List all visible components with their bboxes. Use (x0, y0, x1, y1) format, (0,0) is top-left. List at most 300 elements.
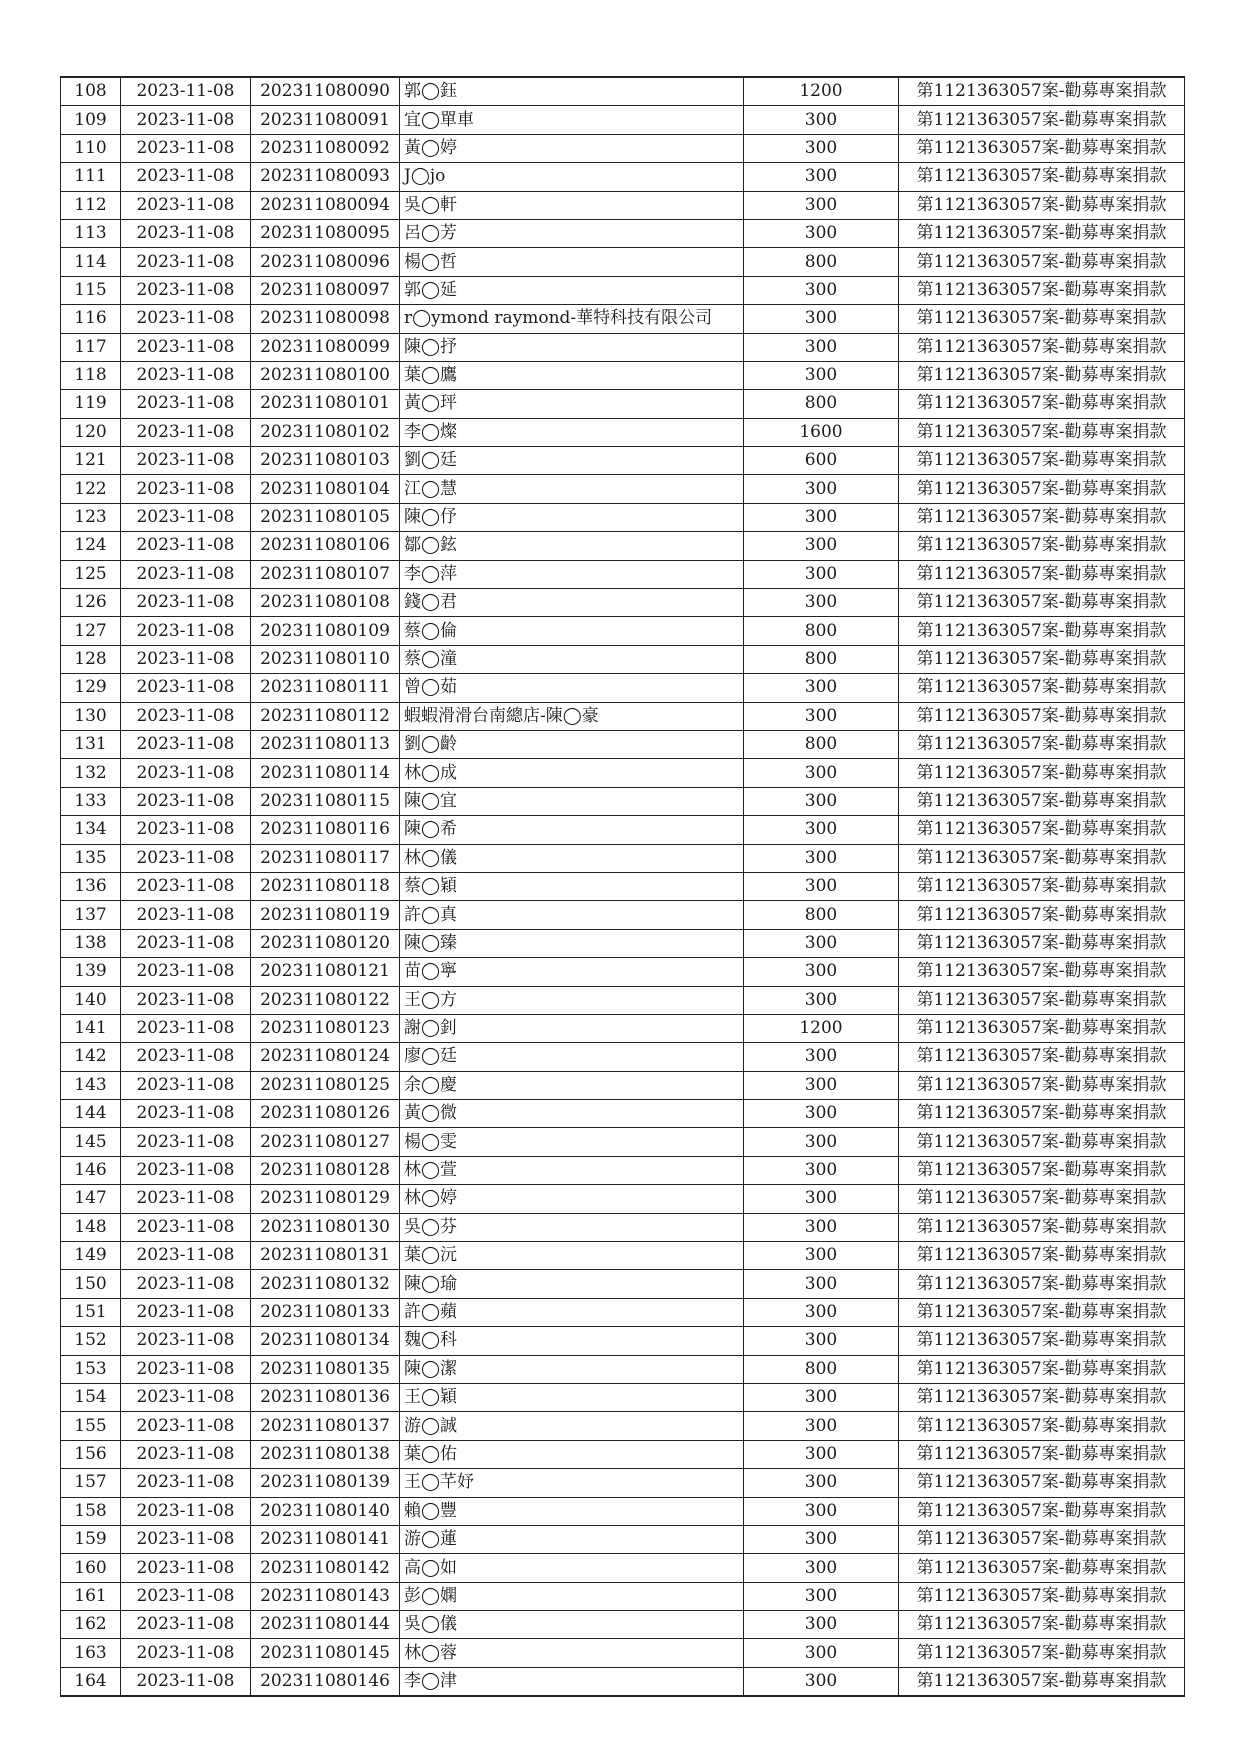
receipt-number-cell: 202311080139 (251, 1469, 400, 1497)
donation-date-cell: 2023-11-08 (121, 418, 251, 446)
donation-amount-cell: 300 (744, 702, 899, 730)
receipt-number-cell: 202311080126 (251, 1100, 400, 1128)
donation-note-cell: 第1121363057案-勸募專案捐款 (899, 958, 1185, 986)
donation-amount-cell: 300 (744, 1383, 899, 1411)
receipt-number-cell: 202311080132 (251, 1270, 400, 1298)
row-number-cell: 158 (61, 1497, 121, 1525)
donation-amount-cell: 300 (744, 1667, 899, 1696)
table-row (61, 1071, 1185, 1099)
donation-date-cell: 2023-11-08 (121, 1128, 251, 1156)
donor-name-cell: 王◯方 (400, 986, 744, 1014)
donation-note-cell: 第1121363057案-勸募專案捐款 (899, 816, 1185, 844)
donation-date-cell: 2023-11-08 (121, 674, 251, 702)
donation-note-cell: 第1121363057案-勸募專案捐款 (899, 1383, 1185, 1411)
donation-amount-cell: 300 (744, 134, 899, 162)
donor-name-cell: 宜◯單車 (400, 106, 744, 134)
row-number-cell: 133 (61, 787, 121, 815)
row-number-cell: 160 (61, 1554, 121, 1582)
donation-amount-cell: 300 (744, 1298, 899, 1326)
donation-amount-cell: 300 (744, 1270, 899, 1298)
table-row (61, 1156, 1185, 1184)
donor-name-cell: 郭◯鈺 (400, 77, 744, 106)
table-row (61, 475, 1185, 503)
receipt-number-cell: 202311080107 (251, 560, 400, 588)
donor-name-cell: 鄒◯鉉 (400, 532, 744, 560)
donation-note-cell: 第1121363057案-勸募專案捐款 (899, 447, 1185, 475)
row-number-cell: 131 (61, 730, 121, 758)
receipt-number-cell: 202311080117 (251, 844, 400, 872)
donation-amount-cell: 300 (744, 219, 899, 247)
table-row (61, 958, 1185, 986)
donation-note-cell: 第1121363057案-勸募專案捐款 (899, 390, 1185, 418)
donation-note-cell: 第1121363057案-勸募專案捐款 (899, 844, 1185, 872)
donation-date-cell: 2023-11-08 (121, 787, 251, 815)
row-number-cell: 141 (61, 1014, 121, 1042)
donation-date-cell: 2023-11-08 (121, 844, 251, 872)
donation-date-cell: 2023-11-08 (121, 1355, 251, 1383)
donation-note-cell: 第1121363057案-勸募專案捐款 (899, 1185, 1185, 1213)
donation-amount-cell: 300 (744, 1128, 899, 1156)
receipt-number-cell: 202311080096 (251, 248, 400, 276)
donation-note-cell: 第1121363057案-勸募專案捐款 (899, 1469, 1185, 1497)
table-row (61, 702, 1185, 730)
row-number-cell: 148 (61, 1213, 121, 1241)
donation-note-cell: 第1121363057案-勸募專案捐款 (899, 1071, 1185, 1099)
donation-note-cell: 第1121363057案-勸募專案捐款 (899, 361, 1185, 389)
receipt-number-cell: 202311080091 (251, 106, 400, 134)
donation-amount-cell: 300 (744, 674, 899, 702)
row-number-cell: 117 (61, 333, 121, 361)
receipt-number-cell: 202311080134 (251, 1327, 400, 1355)
donation-date-cell: 2023-11-08 (121, 1242, 251, 1270)
receipt-number-cell: 202311080102 (251, 418, 400, 446)
donation-amount-cell: 300 (744, 986, 899, 1014)
row-number-cell: 157 (61, 1469, 121, 1497)
donation-date-cell: 2023-11-08 (121, 958, 251, 986)
row-number-cell: 120 (61, 418, 121, 446)
table-row (61, 1014, 1185, 1042)
row-number-cell: 164 (61, 1667, 121, 1696)
receipt-number-cell: 202311080140 (251, 1497, 400, 1525)
donation-date-cell: 2023-11-08 (121, 191, 251, 219)
donor-name-cell: 郭◯延 (400, 276, 744, 304)
donation-amount-cell: 300 (744, 1554, 899, 1582)
donation-amount-cell: 300 (744, 1525, 899, 1553)
donation-amount-cell: 300 (744, 872, 899, 900)
donation-note-cell: 第1121363057案-勸募專案捐款 (899, 1554, 1185, 1582)
donor-name-cell: 葉◯佑 (400, 1440, 744, 1468)
donation-amount-cell: 300 (744, 276, 899, 304)
donation-amount-cell: 300 (744, 1582, 899, 1610)
row-number-cell: 145 (61, 1128, 121, 1156)
donation-amount-cell: 800 (744, 730, 899, 758)
donation-note-cell: 第1121363057案-勸募專案捐款 (899, 1525, 1185, 1553)
donation-amount-cell: 300 (744, 1639, 899, 1667)
donor-name-cell: 許◯蘋 (400, 1298, 744, 1326)
donation-note-cell: 第1121363057案-勸募專案捐款 (899, 730, 1185, 758)
donor-name-cell: 陳◯伃 (400, 503, 744, 531)
table-row (61, 1611, 1185, 1639)
donation-amount-cell: 800 (744, 645, 899, 673)
donor-name-cell: 劉◯廷 (400, 447, 744, 475)
receipt-number-cell: 202311080110 (251, 645, 400, 673)
table-row (61, 1043, 1185, 1071)
donor-name-cell: 楊◯雯 (400, 1128, 744, 1156)
receipt-number-cell: 202311080145 (251, 1639, 400, 1667)
table-row (61, 1213, 1185, 1241)
receipt-number-cell: 202311080136 (251, 1383, 400, 1411)
row-number-cell: 147 (61, 1185, 121, 1213)
table-row (61, 872, 1185, 900)
donation-date-cell: 2023-11-08 (121, 702, 251, 730)
donation-amount-cell: 300 (744, 1611, 899, 1639)
receipt-number-cell: 202311080120 (251, 929, 400, 957)
row-number-cell: 142 (61, 1043, 121, 1071)
donor-name-cell: 江◯慧 (400, 475, 744, 503)
donation-date-cell: 2023-11-08 (121, 986, 251, 1014)
table-row (61, 447, 1185, 475)
receipt-number-cell: 202311080127 (251, 1128, 400, 1156)
donor-name-cell: 黃◯玶 (400, 390, 744, 418)
donor-name-cell: 蝦蝦滑滑台南總店-陳◯豪 (400, 702, 744, 730)
donation-note-cell: 第1121363057案-勸募專案捐款 (899, 1156, 1185, 1184)
donor-name-cell: 林◯婷 (400, 1185, 744, 1213)
donation-note-cell: 第1121363057案-勸募專案捐款 (899, 1412, 1185, 1440)
table-row (61, 361, 1185, 389)
donation-note-cell: 第1121363057案-勸募專案捐款 (899, 1014, 1185, 1042)
donation-note-cell: 第1121363057案-勸募專案捐款 (899, 1298, 1185, 1326)
row-number-cell: 156 (61, 1440, 121, 1468)
donor-name-cell: 吳◯儀 (400, 1611, 744, 1639)
table-row (61, 986, 1185, 1014)
row-number-cell: 110 (61, 134, 121, 162)
row-number-cell: 121 (61, 447, 121, 475)
donation-date-cell: 2023-11-08 (121, 759, 251, 787)
donation-date-cell: 2023-11-08 (121, 1554, 251, 1582)
donation-date-cell: 2023-11-08 (121, 1667, 251, 1696)
donor-name-cell: 葉◯鷹 (400, 361, 744, 389)
table-row (61, 1298, 1185, 1326)
donor-name-cell: 陳◯抒 (400, 333, 744, 361)
donation-date-cell: 2023-11-08 (121, 305, 251, 333)
donation-date-cell: 2023-11-08 (121, 1497, 251, 1525)
donor-name-cell: 彭◯嫻 (400, 1582, 744, 1610)
table-row (61, 560, 1185, 588)
donor-name-cell: 李◯津 (400, 1667, 744, 1696)
donation-date-cell: 2023-11-08 (121, 901, 251, 929)
donation-note-cell: 第1121363057案-勸募專案捐款 (899, 475, 1185, 503)
row-number-cell: 140 (61, 986, 121, 1014)
donation-note-cell: 第1121363057案-勸募專案捐款 (899, 1639, 1185, 1667)
donation-date-cell: 2023-11-08 (121, 503, 251, 531)
receipt-number-cell: 202311080095 (251, 219, 400, 247)
donor-name-cell: 王◯穎 (400, 1383, 744, 1411)
row-number-cell: 161 (61, 1582, 121, 1610)
donation-date-cell: 2023-11-08 (121, 617, 251, 645)
table-row (61, 503, 1185, 531)
donation-note-cell: 第1121363057案-勸募專案捐款 (899, 560, 1185, 588)
donation-amount-cell: 300 (744, 1156, 899, 1184)
donation-note-cell: 第1121363057案-勸募專案捐款 (899, 1497, 1185, 1525)
donation-amount-cell: 300 (744, 1071, 899, 1099)
donation-amount-cell: 800 (744, 390, 899, 418)
receipt-number-cell: 202311080094 (251, 191, 400, 219)
donor-name-cell: 蔡◯潼 (400, 645, 744, 673)
donation-note-cell: 第1121363057案-勸募專案捐款 (899, 1667, 1185, 1696)
receipt-number-cell: 202311080142 (251, 1554, 400, 1582)
receipt-number-cell: 202311080141 (251, 1525, 400, 1553)
donor-name-cell: 陳◯瑜 (400, 1270, 744, 1298)
donation-note-cell: 第1121363057案-勸募專案捐款 (899, 986, 1185, 1014)
donation-amount-cell: 1200 (744, 77, 899, 106)
donor-name-cell: 高◯如 (400, 1554, 744, 1582)
donation-ledger-table (60, 76, 1185, 1697)
table-row (61, 1242, 1185, 1270)
donation-amount-cell: 300 (744, 305, 899, 333)
donation-date-cell: 2023-11-08 (121, 1185, 251, 1213)
donor-name-cell: 余◯慶 (400, 1071, 744, 1099)
donor-name-cell: 謝◯釗 (400, 1014, 744, 1042)
donation-amount-cell: 800 (744, 1355, 899, 1383)
donation-date-cell: 2023-11-08 (121, 1412, 251, 1440)
donor-name-cell: 李◯燦 (400, 418, 744, 446)
receipt-number-cell: 202311080143 (251, 1582, 400, 1610)
donation-date-cell: 2023-11-08 (121, 645, 251, 673)
donation-amount-cell: 300 (744, 191, 899, 219)
row-number-cell: 109 (61, 106, 121, 134)
row-number-cell: 137 (61, 901, 121, 929)
receipt-number-cell: 202311080122 (251, 986, 400, 1014)
donation-note-cell: 第1121363057案-勸募專案捐款 (899, 702, 1185, 730)
receipt-number-cell: 202311080121 (251, 958, 400, 986)
donation-amount-cell: 600 (744, 447, 899, 475)
donation-date-cell: 2023-11-08 (121, 447, 251, 475)
donation-note-cell: 第1121363057案-勸募專案捐款 (899, 1327, 1185, 1355)
donor-name-cell: 呂◯芳 (400, 219, 744, 247)
donation-amount-cell: 300 (744, 589, 899, 617)
table-row (61, 390, 1185, 418)
donation-amount-cell: 300 (744, 106, 899, 134)
donation-note-cell: 第1121363057案-勸募專案捐款 (899, 759, 1185, 787)
donor-name-cell: 魏◯科 (400, 1327, 744, 1355)
receipt-number-cell: 202311080109 (251, 617, 400, 645)
donor-name-cell: 黃◯婷 (400, 134, 744, 162)
table-row (61, 1582, 1185, 1610)
donation-amount-cell: 300 (744, 361, 899, 389)
row-number-cell: 159 (61, 1525, 121, 1553)
donor-name-cell: 陳◯臻 (400, 929, 744, 957)
donor-name-cell: 黃◯微 (400, 1100, 744, 1128)
table-row (61, 1100, 1185, 1128)
donation-date-cell: 2023-11-08 (121, 333, 251, 361)
table-row (61, 191, 1185, 219)
donation-date-cell: 2023-11-08 (121, 730, 251, 758)
donation-date-cell: 2023-11-08 (121, 163, 251, 191)
receipt-number-cell: 202311080111 (251, 674, 400, 702)
receipt-number-cell: 202311080099 (251, 333, 400, 361)
receipt-number-cell: 202311080115 (251, 787, 400, 815)
row-number-cell: 153 (61, 1355, 121, 1383)
donation-note-cell: 第1121363057案-勸募專案捐款 (899, 532, 1185, 560)
table-row (61, 219, 1185, 247)
receipt-number-cell: 202311080105 (251, 503, 400, 531)
donation-date-cell: 2023-11-08 (121, 816, 251, 844)
donor-name-cell: 賴◯豐 (400, 1497, 744, 1525)
donation-note-cell: 第1121363057案-勸募專案捐款 (899, 333, 1185, 361)
donor-name-cell: 錢◯君 (400, 589, 744, 617)
donation-note-cell: 第1121363057案-勸募專案捐款 (899, 901, 1185, 929)
row-number-cell: 124 (61, 532, 121, 560)
table-row (61, 617, 1185, 645)
donation-note-cell: 第1121363057案-勸募專案捐款 (899, 248, 1185, 276)
donation-note-cell: 第1121363057案-勸募專案捐款 (899, 191, 1185, 219)
donation-date-cell: 2023-11-08 (121, 390, 251, 418)
donation-amount-cell: 1600 (744, 418, 899, 446)
donation-note-cell: 第1121363057案-勸募專案捐款 (899, 503, 1185, 531)
donation-date-cell: 2023-11-08 (121, 1156, 251, 1184)
donor-name-cell: 陳◯潔 (400, 1355, 744, 1383)
receipt-number-cell: 202311080138 (251, 1440, 400, 1468)
donation-date-cell: 2023-11-08 (121, 532, 251, 560)
donation-date-cell: 2023-11-08 (121, 1100, 251, 1128)
donor-name-cell: r◯ymond raymond-華特科技有限公司 (400, 305, 744, 333)
donation-note-cell: 第1121363057案-勸募專案捐款 (899, 787, 1185, 815)
receipt-number-cell: 202311080108 (251, 589, 400, 617)
donation-date-cell: 2023-11-08 (121, 276, 251, 304)
donation-date-cell: 2023-11-08 (121, 219, 251, 247)
donor-name-cell: 林◯成 (400, 759, 744, 787)
row-number-cell: 128 (61, 645, 121, 673)
donation-date-cell: 2023-11-08 (121, 1611, 251, 1639)
receipt-number-cell: 202311080103 (251, 447, 400, 475)
donor-name-cell: 游◯誠 (400, 1412, 744, 1440)
table-row (61, 1128, 1185, 1156)
donation-date-cell: 2023-11-08 (121, 1298, 251, 1326)
donation-date-cell: 2023-11-08 (121, 560, 251, 588)
table-row (61, 333, 1185, 361)
donation-note-cell: 第1121363057案-勸募專案捐款 (899, 1043, 1185, 1071)
donor-name-cell: 蔡◯倫 (400, 617, 744, 645)
donation-amount-cell: 300 (744, 1412, 899, 1440)
donation-amount-cell: 300 (744, 958, 899, 986)
donation-note-cell: 第1121363057案-勸募專案捐款 (899, 106, 1185, 134)
donation-amount-cell: 300 (744, 844, 899, 872)
donation-note-cell: 第1121363057案-勸募專案捐款 (899, 1582, 1185, 1610)
donation-note-cell: 第1121363057案-勸募專案捐款 (899, 219, 1185, 247)
donation-note-cell: 第1121363057案-勸募專案捐款 (899, 305, 1185, 333)
donation-amount-cell: 300 (744, 333, 899, 361)
donation-note-cell: 第1121363057案-勸募專案捐款 (899, 929, 1185, 957)
row-number-cell: 112 (61, 191, 121, 219)
donation-note-cell: 第1121363057案-勸募專案捐款 (899, 276, 1185, 304)
table-row (61, 1639, 1185, 1667)
table-row (61, 1497, 1185, 1525)
table-row (61, 1270, 1185, 1298)
table-row (61, 674, 1185, 702)
receipt-number-cell: 202311080114 (251, 759, 400, 787)
donation-amount-cell: 300 (744, 163, 899, 191)
row-number-cell: 134 (61, 816, 121, 844)
donation-amount-cell: 300 (744, 1185, 899, 1213)
row-number-cell: 126 (61, 589, 121, 617)
row-number-cell: 135 (61, 844, 121, 872)
donation-date-cell: 2023-11-08 (121, 1440, 251, 1468)
donor-name-cell: 李◯萍 (400, 560, 744, 588)
donation-note-cell: 第1121363057案-勸募專案捐款 (899, 1213, 1185, 1241)
row-number-cell: 108 (61, 77, 121, 106)
donation-amount-cell: 300 (744, 532, 899, 560)
donor-name-cell: 許◯真 (400, 901, 744, 929)
donor-name-cell: 苗◯寧 (400, 958, 744, 986)
donation-note-cell: 第1121363057案-勸募專案捐款 (899, 589, 1185, 617)
receipt-number-cell: 202311080101 (251, 390, 400, 418)
table-row (61, 730, 1185, 758)
donor-name-cell: 游◯蓮 (400, 1525, 744, 1553)
ledger-body (61, 77, 1185, 1696)
row-number-cell: 130 (61, 702, 121, 730)
row-number-cell: 144 (61, 1100, 121, 1128)
table-row (61, 305, 1185, 333)
receipt-number-cell: 202311080129 (251, 1185, 400, 1213)
donor-name-cell: J◯jo (400, 163, 744, 191)
donation-amount-cell: 300 (744, 816, 899, 844)
receipt-number-cell: 202311080123 (251, 1014, 400, 1042)
table-row (61, 1525, 1185, 1553)
receipt-number-cell: 202311080090 (251, 77, 400, 106)
donation-date-cell: 2023-11-08 (121, 1213, 251, 1241)
row-number-cell: 162 (61, 1611, 121, 1639)
receipt-number-cell: 202311080100 (251, 361, 400, 389)
row-number-cell: 115 (61, 276, 121, 304)
donor-name-cell: 吳◯芬 (400, 1213, 744, 1241)
table-row (61, 645, 1185, 673)
table-row (61, 901, 1185, 929)
table-row (61, 787, 1185, 815)
donation-amount-cell: 300 (744, 560, 899, 588)
table-row (61, 248, 1185, 276)
donation-amount-cell: 800 (744, 617, 899, 645)
table-row (61, 1412, 1185, 1440)
donation-note-cell: 第1121363057案-勸募專案捐款 (899, 1355, 1185, 1383)
table-row (61, 134, 1185, 162)
receipt-number-cell: 202311080116 (251, 816, 400, 844)
donation-note-cell: 第1121363057案-勸募專案捐款 (899, 872, 1185, 900)
receipt-number-cell: 202311080113 (251, 730, 400, 758)
receipt-number-cell: 202311080118 (251, 872, 400, 900)
table-row (61, 1554, 1185, 1582)
row-number-cell: 127 (61, 617, 121, 645)
donor-name-cell: 曾◯茹 (400, 674, 744, 702)
receipt-number-cell: 202311080144 (251, 1611, 400, 1639)
donation-date-cell: 2023-11-08 (121, 1327, 251, 1355)
table-row (61, 1667, 1185, 1696)
donation-date-cell: 2023-11-08 (121, 1383, 251, 1411)
donation-date-cell: 2023-11-08 (121, 1071, 251, 1099)
donation-amount-cell: 300 (744, 475, 899, 503)
donation-amount-cell: 800 (744, 248, 899, 276)
receipt-number-cell: 202311080124 (251, 1043, 400, 1071)
table-row (61, 77, 1185, 106)
table-row (61, 163, 1185, 191)
receipt-number-cell: 202311080112 (251, 702, 400, 730)
donation-date-cell: 2023-11-08 (121, 248, 251, 276)
donor-name-cell: 葉◯沅 (400, 1242, 744, 1270)
donation-amount-cell: 300 (744, 1440, 899, 1468)
donation-note-cell: 第1121363057案-勸募專案捐款 (899, 1242, 1185, 1270)
row-number-cell: 119 (61, 390, 121, 418)
donor-name-cell: 劉◯齡 (400, 730, 744, 758)
row-number-cell: 125 (61, 560, 121, 588)
